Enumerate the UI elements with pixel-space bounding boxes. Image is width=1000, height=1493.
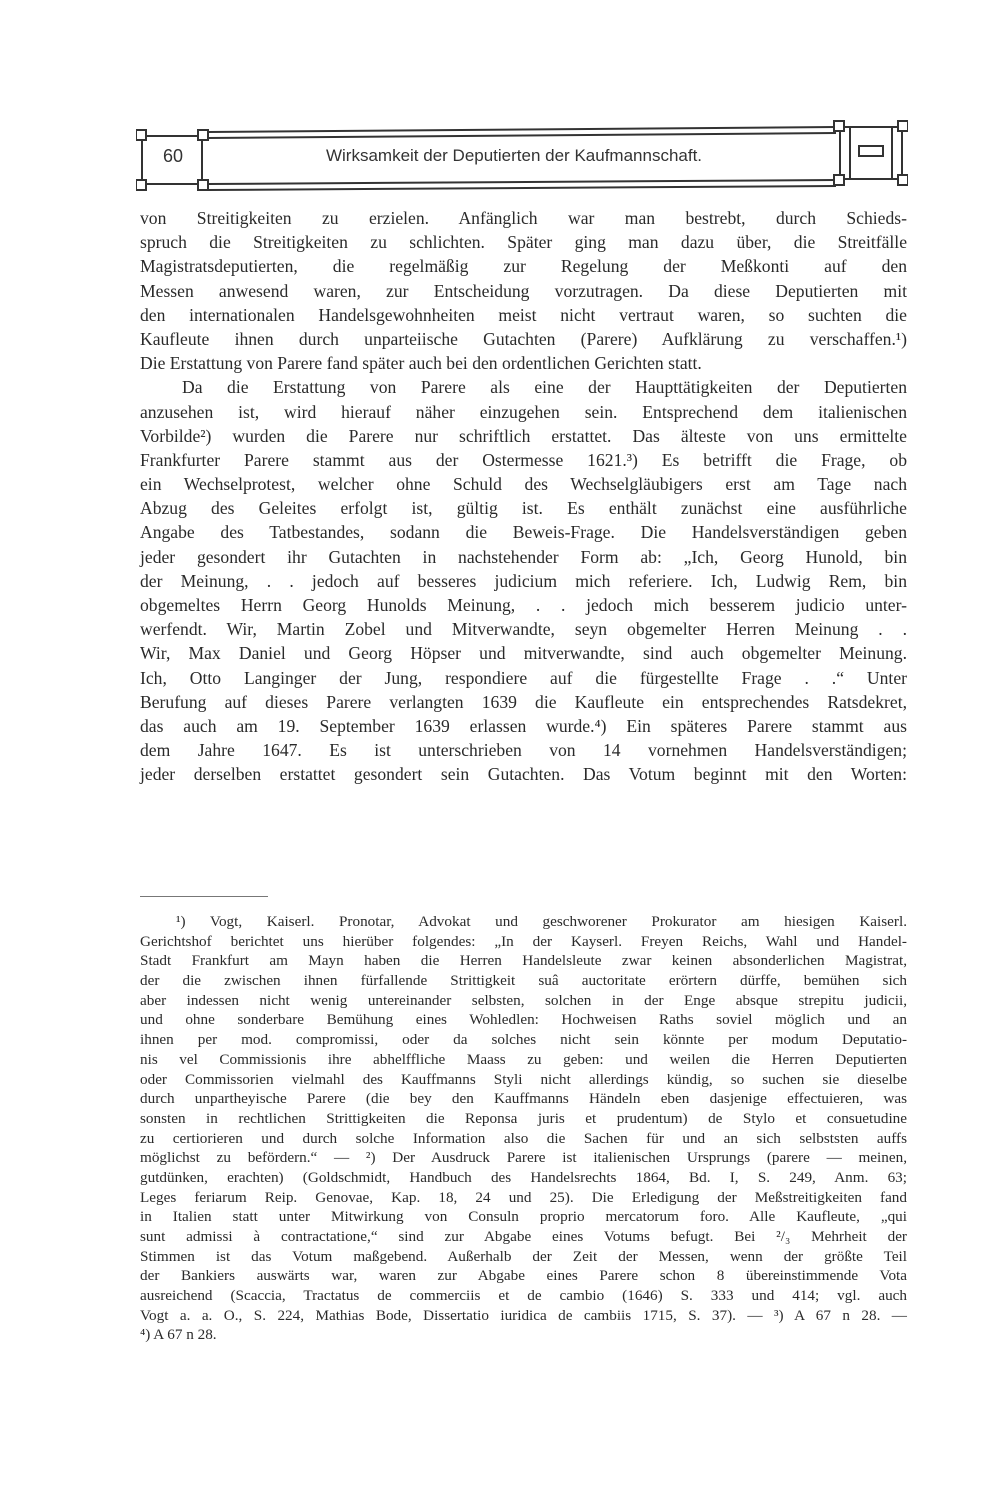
footnote-divider (140, 896, 268, 897)
body-line: Berufung auf dieses Parere verlangten 1639 die Kaufleute ein entsprechendes Ratsdekret, (140, 691, 907, 712)
body-line: Kaufleute ihnen durch unparteiische Gutachten (Parere) Aufklärung zu verschaffen.¹) (140, 328, 907, 349)
body-line: anzusehen ist, wird hierauf näher einzugehen sein. Entsprechend dem italienischen (140, 401, 907, 422)
footnote-line: gutdünken, erachten) (Goldschmidt, Handbuch des Handelsrechts 1864, Bd. I, S. 249, Anm. 63; (140, 1168, 907, 1186)
footnote-line: aber indessen nicht wenig untereinander selbsten, solchen in der Enge absque strepitu judicii, (140, 991, 907, 1009)
body-line: dem Jahre 1647. Es ist unterschrieben von 14 vornehmen Handelsverständigen; (140, 740, 907, 761)
footnote-line: ¹) Vogt, Kaiserl. Pronotar, Advokat und geschworener Prokurator am hiesigen Kaiserl. (176, 913, 907, 930)
body-line: jeder gesondert ihr Gutachten in nachstehender Form ab: „Ich, Georg Hunold, bin (140, 546, 907, 567)
body-line: Messen anwesend waren, zur Entscheidung vorzutragen. Da diese Deputierten mit (140, 280, 907, 301)
page-number: 60 (162, 146, 184, 166)
body-line: Magistratsdeputierten, die regelmäßig zur Regelung der Meßkonti auf den (140, 256, 907, 277)
footnotes (140, 912, 907, 1345)
footnote-line: Stimmen ist das Votum maßgebend. Außerhalb der Zeit der Messen, wenn der größte Teil (140, 1247, 907, 1265)
body-line: Da die Erstattung von Parere als eine der Haupttätigkeiten der Deputierten (182, 377, 907, 398)
body-line: obgemeltes Herrn Georg Hunolds Meinung, . . jedoch mich besserem judicio unter- (140, 595, 907, 615)
footnote-line: sonsten in rechtlichen Strittigkeiten die Reponsa juris et prudentum) de Stylo et consuetudine (140, 1109, 907, 1127)
footnote-line: möglichst zu befördern.“ — ²) Der Ausdruck Parere ist italienischen Ursprungs (parere — meinen, (140, 1149, 907, 1167)
footnote-line: Stadt Frankfurt am Mayn haben die Herren Handelsleute zwar keinen absonderlichen Magistrat, (140, 952, 907, 970)
footnote-line: ⁴) A 67 n 28. (140, 1326, 217, 1344)
footnote-line: zu certiorieren und durch solche Information also die Sachen für und an sich selbststen auffs (140, 1129, 907, 1147)
footnote-line: ihnen per mod. compromissi, oder da solches nicht sein könnte per modum Deputatio- (140, 1031, 907, 1049)
footnote-line: in Italien statt unter Mitwirkung von Consuln proprio mercatorum foro. Alle Kaufleute, „qui (140, 1208, 907, 1226)
body-line: Abzug des Geleites erfolgt ist, gültig ist. Es enthält zunächst eine ausführliche (140, 498, 907, 519)
footnote-line: durch unpartheyische Parere (die bey den Kauffmanns Händeln eben dasjenige effectuieren, was (140, 1090, 907, 1108)
footnote-line: Leges feriarum Reip. Genovae, Kap. 18, 24 und 25). Die Erledigung der Meßstreitigkeiten fand (140, 1188, 907, 1206)
footnote-line: und ohne sonderbare Bemühung eines Wohledlen: Hochweisen Raths soviel möglich und an (140, 1011, 907, 1029)
running-title: Wirksamkeit der Deputierten der Kaufmannschaft. (325, 146, 703, 165)
footnote-line: oder Commissorien vielmahl des Kauffmanns Styli nicht allerdings kündig, so suchen sie dieselbe (140, 1070, 907, 1088)
footnote-line: Vogt a. a. O., S. 224, Mathias Bode, Dissertatio iuridica de cambiis 1715, S. 37). — ³) A 67 n 28. — (140, 1306, 907, 1324)
footnote-line: sunt admissi à contractatione,“ sind zur Abgabe eines Votums befugt. Bei ²/₃ Mehrheit der (140, 1228, 907, 1245)
body-text (140, 206, 907, 787)
footnote-line: nis vel Commissionis ihre abhelffliche Maass zu geben: und weilen die Herren Deputierten (140, 1050, 907, 1068)
footnote-line: der Bankiers auswärts war, waren zur Abgabe eines Parere schon 8 übereinstimmende Vota (140, 1267, 907, 1285)
body-line: den internationalen Handelsgewohnheiten meist nicht vertraut waren, so suchten die (140, 304, 907, 325)
body-line: Vorbilde²) wurden die Parere nur schriftlich erstattet. Das älteste von uns ermittelte (140, 425, 907, 446)
footnote-line: Gerichtshof berichtet uns hierüber folgendes: „In der Kayserl. Freyen Reichs, Wahl und Handel- (140, 932, 907, 950)
body-line: Ich, Otto Langinger der Jung, respondiere auf die fürgestellte Frage . .“ Unter (140, 667, 907, 688)
footnote-line: ausreichend (Scaccia, Tractatus de commerciis et de cambio (1646) S. 333 und 414; vgl. auch (140, 1287, 907, 1305)
body-line: Wir, Max Daniel und Georg Höpser und mitverwandte, sind auch obgemelter Meinung. (140, 643, 907, 664)
body-line: spruch die Streitigkeiten zu schlichten. Später ging man dazu über, die Streitfälle (140, 232, 907, 253)
footnote-line: der die zwischen ihnen fürfallende Strittigkeit suâ auctoritate erörtern dürffe, bemühen sich (140, 972, 907, 990)
body-line: der Meinung, . . jedoch auf besseres judicium mich referiere. Ich, Ludwig Rem, bin (140, 570, 907, 591)
body-line: jeder derselben erstattet gesondert sein Gutachten. Das Votum beginnt mit den Worten: (140, 764, 907, 785)
body-line: Frankfurter Parere stammt aus der Ostermesse 1621.³) Es betrifft die Frage, ob (140, 449, 907, 470)
body-line: Angabe des Tatbestandes, sodann die Beweis-Frage. Die Handelsverständigen geben (140, 522, 907, 543)
body-line: das auch am 19. September 1639 erlassen wurde.⁴) Ein späteres Parere stammt aus (140, 715, 907, 736)
body-line: werfendt. Wir, Martin Zobel und Mitverwandte, seyn obgemelter Herren Meinung . . (140, 619, 907, 640)
running-header (136, 118, 908, 194)
body-line: ein Wechselprotest, welcher ohne Schuld des Wechselgläubigers erst am Tage nach (140, 474, 907, 495)
body-line: von Streitigkeiten zu erzielen. Anfänglich war man bestrebt, durch Schieds- (140, 208, 907, 228)
body-line: Die Erstattung von Parere fand später auch bei den ordentlichen Gerichten statt. (140, 353, 702, 374)
